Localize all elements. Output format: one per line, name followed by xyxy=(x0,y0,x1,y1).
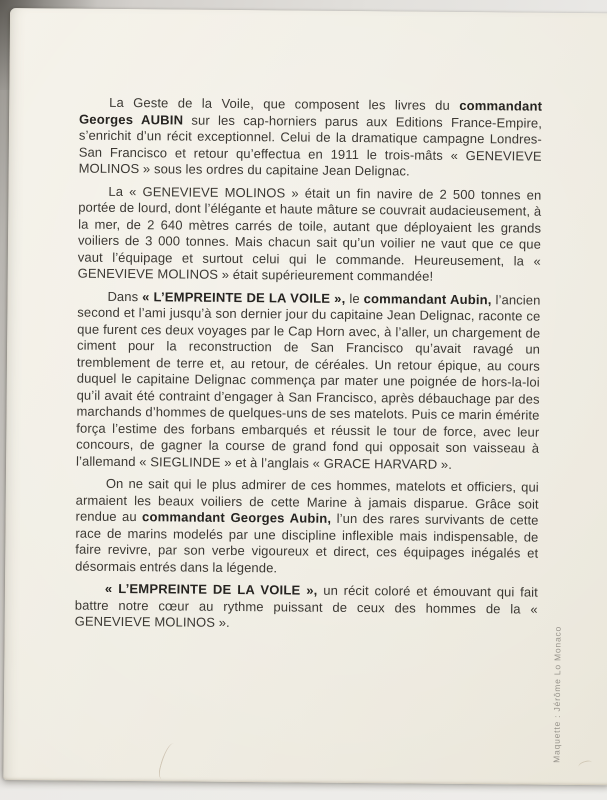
maquette-credit: Maquette : Jérôme Lo Monaco xyxy=(551,625,563,763)
cover-scratch-mark xyxy=(157,741,179,781)
blurb-text-block xyxy=(75,95,543,635)
paragraph-closing xyxy=(75,581,538,635)
cover-scratch-mark-small xyxy=(578,759,593,770)
back-cover xyxy=(3,8,607,785)
text-segment-bold: commandant Georges Aubin, xyxy=(142,509,332,526)
paragraph-intro xyxy=(79,95,543,182)
text-segment: La Geste de la Voile, que composent les livres du xyxy=(109,94,460,113)
text-segment-bold: commandant Aubin, xyxy=(363,290,492,307)
text-segment: Dans xyxy=(107,288,143,304)
text-segment: un récit coloré et émouvant qui fait battre notre cœur au rythme puissant de ceux des hommes de la « GENEVIEVE MOLINOS ». xyxy=(74,582,538,630)
text-segment-bold: commandant Georges AUBIN xyxy=(78,97,543,128)
text-segment: On ne sait qui le plus admirer de ces hommes, matelots et officiers, qui armaient les beaux voiliers de cette Marine à jamais disparue. Grâce soit rendue au xyxy=(75,475,539,525)
text-segment: l’un des rares survivants de cette race de marins modelés par une discipline inflexible mais indispensable, de faire revivre, par son verbe vigoureux et direct, ces équipages inégalés et désormais entrés dans la légende. xyxy=(75,510,539,575)
paragraph-voyages xyxy=(76,288,541,474)
paragraph-homage xyxy=(75,476,539,579)
paragraph-ship xyxy=(78,183,542,286)
text-segment-bold: « L’EMPREINTE DE LA VOILE », xyxy=(142,288,346,306)
text-segment-bold: « L’EMPREINTE DE LA VOILE », xyxy=(104,580,318,598)
text-segment: sur les cap-horniers parus aux Editions France-Empire, s’enrichit d’un récit exceptionnel. Celui de la dramatique campagne Londres-San Francisco et retour qu’effectua en 1911 le trois-mâts « GENEVIEVE MOLINOS » sous les ordres du capitaine Jean Delignac. xyxy=(78,112,543,179)
text-segment: l’ancien second et l’ami jusqu’à son dernier jour du capitaine Jean Delignac, raconte ce que furent ces deux voyages par le Cap Horn avec, à l’aller, un chargement de ciment pour la reconstruction de San Francisco qu’avait ravagé un tremblement de terre et, au retour, de céréales. Un retour épique, au cours duquel le capitaine Delignac commença par mater une poignée de hors-la-loi qu’il avait été contraint d’engager à San Francisco, après débauchage par des marchands d’hommes de quelques-uns de ses matelots. Puis ce marin émérite força l’estime des forbans embarqués et réussit le tour de force, avec leur concours, de gagner la course de grand fond qui opposait son vaisseau à l’allemand « SIEGLINDE » et à l’anglais « GRACE HARVARD ». xyxy=(75,291,541,472)
text-segment: le xyxy=(345,290,364,306)
text-segment: La « GENEVIEVE MOLINOS » était un fin navire de 2 500 tonnes en portée de lourd, dont l’élégante et haute mâture se couvrait audacieusement, à la mer, de 2 640 mètres carrés de toile, autant que déployaient les grands voiliers de 3 000 tonnes. Mais chacun sait qu’un voilier ne vaut que ce que vaut l’équipage et surtout celui qui le commande. Heureusement, la « GENEVIEVE MOLINOS » était supérieurement commandée! xyxy=(77,183,542,284)
